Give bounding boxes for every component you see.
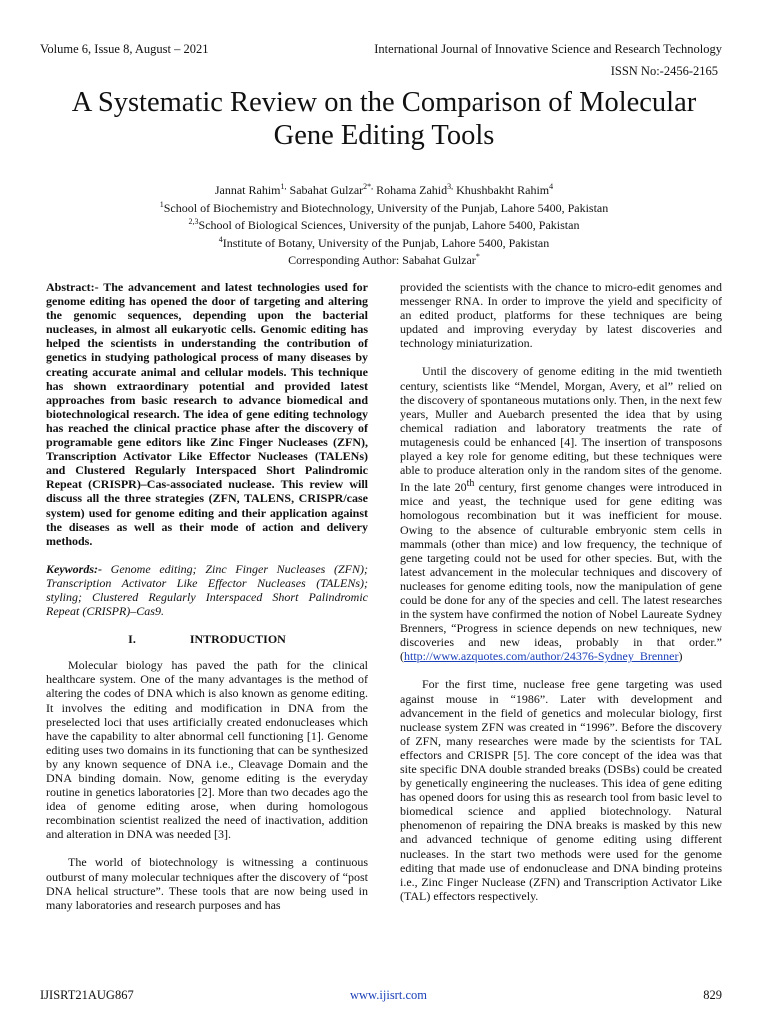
keywords-text: Genome editing; Zinc Finger Nucleases (ZFN); Transcription Activator Like Effector Nucleases (TALENs); styling; Clustered Regularly Interspaced Short Palindromic Repeat (CRISPR)–Cas9. xyxy=(46,561,368,619)
right-paragraph-2-end: ) xyxy=(678,649,683,664)
left-column xyxy=(46,280,368,926)
abstract: Abstract:- The advancement and latest technologies used for genome editing has opened the door of targeting and altering the genomic sequences, depending upon the bacterial nucleases, in almost all eukaryotic cells. Genomic editing has helped the scientists in understanding the contribution of genetics in studying pathological process of many diseases by creating accurate animal and cellular models. This technique has shown extraordinary potential and provided latest approaches from basic research to advance biomedical and biotechnological research. The idea of gene editing technology has reached the clinical practice phase after the discovery of programable gene editors like Zinc Finger Nucleases (ZFN), Transcription Activator Like Effector Nucleases (TALENs) and Clustered Regularly Interspaced Short Palindromic Repeat (CRISPR)–Cas-associated nuclease. This review will discuss all the three strategies (ZFN, TALENS, CRISPR/case system) used for genome editing and their application against the diseases as well as their mode of action and delivery methods. xyxy=(46,280,368,548)
author-4-sup: 4 xyxy=(549,182,554,191)
footer-website-link[interactable]: www.ijisrt.com xyxy=(350,988,427,1002)
volume-issue: Volume 6, Issue 8, August – 2021 xyxy=(40,42,209,56)
author-1-sup: 1, xyxy=(280,182,287,191)
affiliation-1 xyxy=(40,198,728,216)
quote-source-link[interactable]: http://www.azquotes.com/author/24376-Sydney_Brenner xyxy=(404,649,679,664)
corresponding-author xyxy=(40,250,728,268)
century-sup: th xyxy=(466,478,475,490)
footer-code: IJISRT21AUG867 xyxy=(40,988,134,1002)
right-paragraph-3: For the first time, nuclease free gene targeting was used against mouse in “1986”. Later with development and advancement in the field of genetics and molecular biology, first nuclease system ZFN was created in “1996”. Before the discovery of ZFN, many researches were made by the scientists for TAL effectors and CRISPR [5]. The core concept of the idea was that site specific DNA double stranded breaks (DSBs) could be created by genetically engineering the nucleases. This idea of gene editing has opened doors for using this as research tool from basic level to biomedical science and applied biotechnology. Natural phenomenon of repairing the DNA breaks is masked by this new and advanced technique of genome editing using different nucleases. In the start two methods were used for the genome editing that made use of endonuclease and DNA binding proteins i.e., Zinc Finger Nuclease (ZFN) and Transcription Activator Like (TAL) effectors respectively. xyxy=(400,677,722,903)
keywords xyxy=(46,562,368,618)
right-paragraph-2-text-a: Until the discovery of genome editing in the mid twentieth century, scientists like “Mendel, Morgan, Avery, et al” relied on the discovery of spontaneous mutations only. Then, in the next few years, Muller and Auebarch presented the idea that by using chemical radiation and laboratory treatments the rate of mutagenesis could be enhanced [4]. The insertion of transposons played a key role for genome editing, but these techniques were able to produce alteration only in the random sites of the genome. In the late 20 xyxy=(400,364,722,495)
page-number: 829 xyxy=(703,988,722,1002)
author-2: Sabahat Gulzar xyxy=(286,183,364,197)
keywords-label: Keywords:- xyxy=(46,561,102,576)
affiliation-3-sup: 4 xyxy=(218,234,223,244)
right-paragraph-1: provided the scientists with the chance to micro-edit genomes and messenger RNA. In order to improve the yield and specificity of an edited product, platforms for these techniques are being updated and improving everyday by latest discoveries and technology miniaturization. xyxy=(400,280,722,351)
author-block xyxy=(40,180,728,268)
corresponding-sup: * xyxy=(475,252,480,261)
affiliation-3 xyxy=(40,233,728,251)
right-column xyxy=(400,280,722,917)
corresponding-author-text: Corresponding Author: Sabahat Gulzar xyxy=(288,253,476,267)
right-paragraph-2-text-b: century, first genome changes were introduced in mice and yeast, the technique used for gene editing was homologous recombination but it was inefficient for mouse. Owing to the absence of culturable embryonic stem cells in mammals (other than mice) and low frequency, the technique of gene targeting could not be used for other species. But, with the latest advancement in the molecular techniques and discovery of nucleases for genome editing tools, now the manipulation of gene could be done for any of the species and cell. The latest researches in the system have confirmed the notion of Nobel Laureate Sydney Brenners, “Progress in science depends on new techniques, new discoveries and new ideas, probably in that order.” ( xyxy=(400,480,722,664)
journal-name: International Journal of Innovative Science and Research Technology xyxy=(374,42,722,56)
author-list xyxy=(40,180,728,198)
issn: ISSN No:-2456-2165 xyxy=(610,64,718,78)
paper-title: A Systematic Review on the Comparison of Molecular Gene Editing Tools xyxy=(71,87,697,151)
right-paragraph-2 xyxy=(400,364,722,663)
section-number: I. xyxy=(128,632,136,647)
author-3-sup: 3, xyxy=(447,182,454,191)
affiliation-2-sup: 2,3 xyxy=(188,217,199,226)
affiliation-1-text: School of Biochemistry and Biotechnology, University of the Punjab, Lahore 5400, Pakistan xyxy=(163,200,609,215)
affiliation-3-text: Institute of Botany, University of the Punjab, Lahore 5400, Pakistan xyxy=(222,235,550,250)
affiliation-1-sup: 1 xyxy=(159,199,164,209)
section-title: INTRODUCTION xyxy=(189,632,286,647)
affiliation-2 xyxy=(40,215,728,233)
intro-paragraph-1: Molecular biology has paved the path for the clinical healthcare system. One of the many advantages is the method of altering the codes of DNA which is also known as genome editing. It involves the editing and modification in DNA from the preselected loci that uses artificially created endonucleases which have the capability to alter abnormal cell functioning [1]. Genome editing uses two domains in its functioning that can be synthesized by any known sequence of DNA i.e., Cleavage Domain and the DNA binding domain. Now, genome editing is the everyday routine in genetics laboratories [2]. More than two decades ago the idea of genome editing arose, when during homologous recombination scientist realized the need of inactivation, addition and alteration in DNA was needed [3]. xyxy=(46,658,368,842)
section-heading xyxy=(46,632,368,646)
intro-paragraph-2: The world of biotechnology is witnessing a continuous outburst of many molecular techniques after the discovery of “post DNA helical structure”. These tools that are now being used in many laboratories and research purposes and has xyxy=(46,855,368,912)
author-1: Jannat Rahim xyxy=(214,183,281,197)
affiliation-2-text: School of Biological Sciences, University of the punjab, Lahore 5400, Pakistan xyxy=(198,218,580,232)
author-2-sup: 2*, xyxy=(363,182,374,191)
author-3: Rohama Zahid xyxy=(373,183,448,197)
author-4: Khushbakht Rahim xyxy=(453,183,550,197)
